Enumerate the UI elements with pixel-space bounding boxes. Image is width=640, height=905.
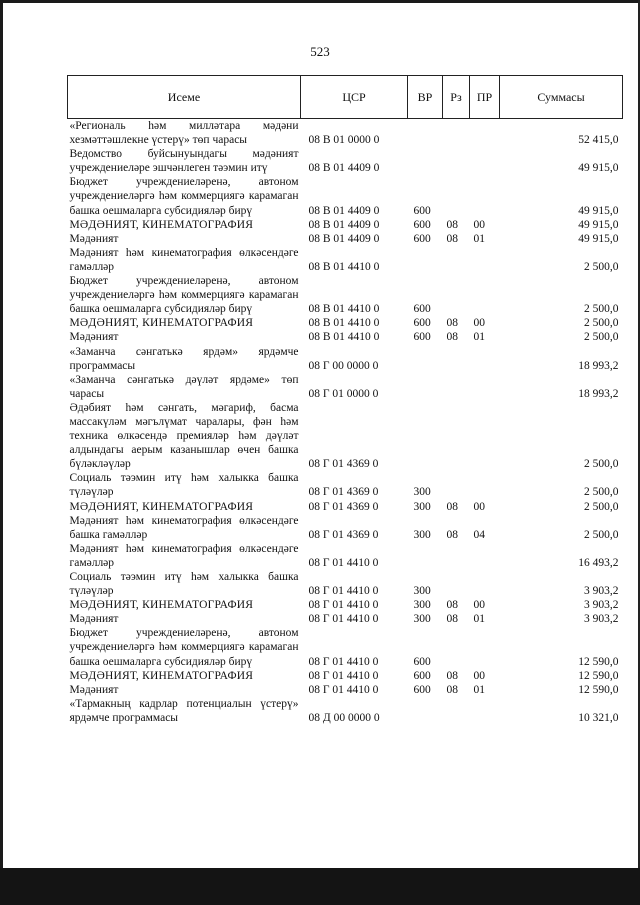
table-row (68, 345, 623, 373)
table-row (68, 232, 623, 246)
table-row (68, 471, 623, 499)
cell-csr: 08 Г 01 4369 0 (308, 458, 379, 471)
table-row (68, 401, 623, 471)
cell-pr (470, 542, 500, 570)
table-row (68, 274, 623, 316)
cell-pr: 01 (473, 683, 485, 696)
cell-csr: 08 В 01 4410 0 (308, 331, 380, 344)
table-row (68, 683, 623, 697)
cell-name: Социаль тәэмин итү һәм халыкка башка түләүләр (69, 472, 299, 499)
cell-sum: 12 590,0 (578, 683, 619, 696)
cell-vr: 600 (413, 655, 431, 668)
scan-top-edge (0, 0, 640, 3)
cell-pr (470, 147, 500, 175)
cell-pr (470, 471, 500, 499)
cell-name: Мәдәният һәм кинематография өлкәсендәге гамәлләр (69, 246, 299, 273)
cell-pr: 01 (473, 232, 485, 245)
cell-rz: 08 (446, 232, 458, 245)
cell-name: Мәдәният һәм кинематография өлкәсендәге гамәлләр (69, 542, 299, 569)
cell-csr: 08 Г 01 0000 0 (308, 387, 379, 400)
cell-csr: 08 Г 00 0000 0 (308, 359, 379, 372)
cell-pr (470, 175, 500, 217)
cell-csr: 08 Г 01 4369 0 (308, 528, 379, 541)
cell-rz (443, 147, 470, 175)
cell-csr: 08 В 01 4409 0 (308, 204, 380, 217)
cell-rz (443, 345, 470, 373)
cell-sum: 2 500,0 (584, 331, 619, 344)
page-number: 523 (310, 44, 330, 59)
cell-sum: 3 903,2 (584, 585, 619, 598)
cell-vr: 300 (413, 486, 431, 499)
cell-name: Мәдәният һәм кинематография өлкәсендәге башка гамәлләр (69, 514, 299, 541)
cell-sum: 3 903,2 (584, 613, 619, 626)
cell-rz (443, 626, 470, 668)
cell-csr: 08 В 01 4410 0 (308, 317, 380, 330)
cell-csr: 08 Г 01 4410 0 (308, 669, 379, 682)
cell-name: Мәдәният (69, 613, 119, 626)
cell-sum: 12 590,0 (578, 655, 619, 668)
cell-vr (408, 697, 443, 725)
cell-name: Социаль тәэмин итү һәм халыкка башка түләүләр (69, 571, 299, 598)
cell-sum: 2 500,0 (584, 500, 619, 513)
cell-pr (470, 626, 500, 668)
cell-csr: 08 Г 01 4369 0 (308, 500, 379, 513)
cell-name: «Заманча сәнгатькә дәүләт ярдәме» төп чарасы (69, 373, 299, 400)
cell-vr (408, 401, 443, 471)
cell-sum: 18 993,2 (578, 359, 619, 372)
cell-vr (408, 542, 443, 570)
cell-sum: 52 415,0 (578, 134, 619, 147)
scan-left-edge (0, 0, 3, 905)
cell-csr: 08 Г 01 4410 0 (308, 613, 379, 626)
header-pr: ПР (470, 76, 500, 119)
cell-rz (443, 246, 470, 274)
cell-name: Бюджет учреждениеләренә, автоном учреждениеләргә һәм коммерциягә карамаган башка оешмаларга субсидияләр бирү (69, 627, 299, 668)
table-row (68, 626, 623, 668)
cell-name: Ведомство буйсынуындагы мәдәният учреждениеләре эшчәнлеген тәэмин итү (69, 148, 299, 175)
scan-bottom-edge (0, 868, 640, 905)
table-row (68, 598, 623, 612)
cell-name: Мәдәният (69, 331, 119, 344)
cell-pr: 04 (473, 528, 485, 541)
cell-rz (443, 119, 470, 148)
cell-csr: 08 В 01 0000 0 (308, 134, 380, 147)
cell-name: МӘДӘНИЯТ, КИНЕМАТОГРАФИЯ (69, 500, 254, 513)
cell-sum: 2 500,0 (584, 260, 619, 273)
cell-vr (408, 246, 443, 274)
cell-rz (443, 274, 470, 316)
table-row (68, 612, 623, 626)
table-row (68, 330, 623, 344)
cell-rz (443, 697, 470, 725)
cell-name: МӘДӘНИЯТ, КИНЕМАТОГРАФИЯ (69, 218, 254, 231)
cell-vr: 300 (413, 613, 431, 626)
header-rz: Рз (443, 76, 470, 119)
cell-vr: 600 (413, 669, 431, 682)
cell-name: МӘДӘНИЯТ, КИНЕМАТОГРАФИЯ (69, 669, 254, 682)
cell-sum: 2 500,0 (584, 303, 619, 316)
cell-csr: 08 В 01 4410 0 (308, 260, 380, 273)
cell-csr: 08 Г 01 4410 0 (308, 599, 379, 612)
cell-vr: 600 (413, 683, 431, 696)
cell-vr: 600 (413, 317, 431, 330)
header-csr: ЦСР (301, 76, 408, 119)
cell-csr: 08 В 01 4409 0 (308, 218, 380, 231)
cell-rz: 08 (446, 599, 458, 612)
cell-csr: 08 Д 00 0000 0 (308, 711, 380, 724)
cell-name: Бюджет учреждениеләренә, автоном учреждениеләргә һәм коммерциягә карамаган башка оешмаларга субсидияләр бирү (69, 176, 299, 217)
cell-csr: 08 Г 01 4410 0 (308, 585, 379, 598)
cell-sum: 2 500,0 (584, 317, 619, 330)
cell-vr: 600 (413, 331, 431, 344)
cell-rz: 08 (446, 218, 458, 231)
table-row (68, 500, 623, 514)
cell-sum: 18 993,2 (578, 387, 619, 400)
cell-sum: 2 500,0 (584, 528, 619, 541)
cell-pr: 00 (473, 669, 485, 682)
header-sum: Суммасы (500, 76, 623, 119)
cell-vr: 300 (413, 599, 431, 612)
cell-sum: 49 915,0 (578, 218, 619, 231)
cell-vr: 600 (413, 218, 431, 231)
cell-pr (470, 570, 500, 598)
cell-pr (470, 373, 500, 401)
cell-pr (470, 274, 500, 316)
cell-pr (470, 345, 500, 373)
cell-vr (408, 147, 443, 175)
cell-vr: 300 (413, 585, 431, 598)
cell-sum: 49 915,0 (578, 204, 619, 217)
cell-csr: 08 Г 01 4410 0 (308, 655, 379, 668)
cell-csr: 08 В 01 4409 0 (308, 162, 380, 175)
cell-vr: 600 (413, 204, 431, 217)
cell-rz (443, 570, 470, 598)
budget-table (67, 75, 623, 725)
cell-sum: 2 500,0 (584, 458, 619, 471)
cell-name: «Региональ һәм милләтара мәдәни хезмәттәшлекне үстерү» төп чарасы (69, 120, 299, 147)
table-row (68, 119, 623, 148)
cell-pr: 00 (473, 599, 485, 612)
cell-rz (443, 175, 470, 217)
cell-pr: 01 (473, 613, 485, 626)
cell-name: Мәдәният (69, 683, 119, 696)
cell-csr: 08 Г 01 4410 0 (308, 556, 379, 569)
cell-name: МӘДӘНИЯТ, КИНЕМАТОГРАФИЯ (69, 317, 254, 330)
cell-vr (408, 119, 443, 148)
cell-vr: 600 (413, 232, 431, 245)
cell-csr: 08 Г 01 4410 0 (308, 683, 379, 696)
table-row (68, 514, 623, 542)
cell-rz (443, 542, 470, 570)
cell-sum: 3 903,2 (584, 599, 619, 612)
cell-rz: 08 (446, 317, 458, 330)
table-body (68, 119, 623, 726)
table-row (68, 175, 623, 217)
header-name: Исеме (68, 76, 301, 119)
cell-pr (470, 697, 500, 725)
header-vr: ВР (408, 76, 443, 119)
cell-pr (470, 246, 500, 274)
cell-rz (443, 471, 470, 499)
cell-sum: 10 321,0 (578, 711, 619, 724)
cell-sum: 49 915,0 (578, 232, 619, 245)
cell-rz (443, 401, 470, 471)
cell-pr (470, 119, 500, 148)
cell-name: «Тармакның кадрлар потенциалын үстерү» ярдәмче программасы (69, 697, 299, 724)
cell-vr (408, 373, 443, 401)
cell-vr: 300 (413, 528, 431, 541)
cell-vr (408, 345, 443, 373)
cell-vr: 600 (413, 303, 431, 316)
cell-name: Бюджет учреждениеләренә, автоном учреждениеләргә һәм коммерциягә карамаган башка оешмаларга субсидияләр бирү (69, 275, 299, 316)
cell-name: Мәдәният (69, 232, 119, 245)
cell-rz: 08 (446, 683, 458, 696)
cell-rz: 08 (446, 331, 458, 344)
cell-pr: 00 (473, 218, 485, 231)
cell-sum: 12 590,0 (578, 669, 619, 682)
cell-pr (470, 401, 500, 471)
table-row (68, 669, 623, 683)
cell-csr: 08 Г 01 4369 0 (308, 486, 379, 499)
table-row (68, 246, 623, 274)
cell-rz: 08 (446, 669, 458, 682)
cell-csr: 08 В 01 4410 0 (308, 303, 380, 316)
cell-pr: 00 (473, 500, 485, 513)
table-row (68, 316, 623, 330)
table-row (68, 147, 623, 175)
cell-name: МӘДӘНИЯТ, КИНЕМАТОГРАФИЯ (69, 599, 254, 612)
table-row (68, 697, 623, 725)
table-row (68, 570, 623, 598)
cell-pr: 01 (473, 331, 485, 344)
cell-name: «Заманча сәнгатькә ярдәм» ярдәмче программасы (69, 345, 299, 372)
cell-rz (443, 373, 470, 401)
cell-pr: 00 (473, 317, 485, 330)
cell-rz: 08 (446, 500, 458, 513)
cell-sum: 16 493,2 (578, 556, 619, 569)
table-row (68, 542, 623, 570)
cell-sum: 2 500,0 (584, 486, 619, 499)
table-header (68, 76, 623, 119)
table-row (68, 218, 623, 232)
cell-name: Әдәбият һәм сәнгать, мәгариф, басма массакүләм мәгълүмат чаралары, фән һәм техника өлкәсендә премияләр һәм дәүләт алдындагы аерым казанышлар өчен башка бүләкләүләр (69, 401, 299, 471)
cell-rz: 08 (446, 528, 458, 541)
cell-csr: 08 В 01 4409 0 (308, 232, 380, 245)
cell-rz: 08 (446, 613, 458, 626)
cell-vr: 300 (413, 500, 431, 513)
table-row (68, 373, 623, 401)
cell-sum: 49 915,0 (578, 162, 619, 175)
